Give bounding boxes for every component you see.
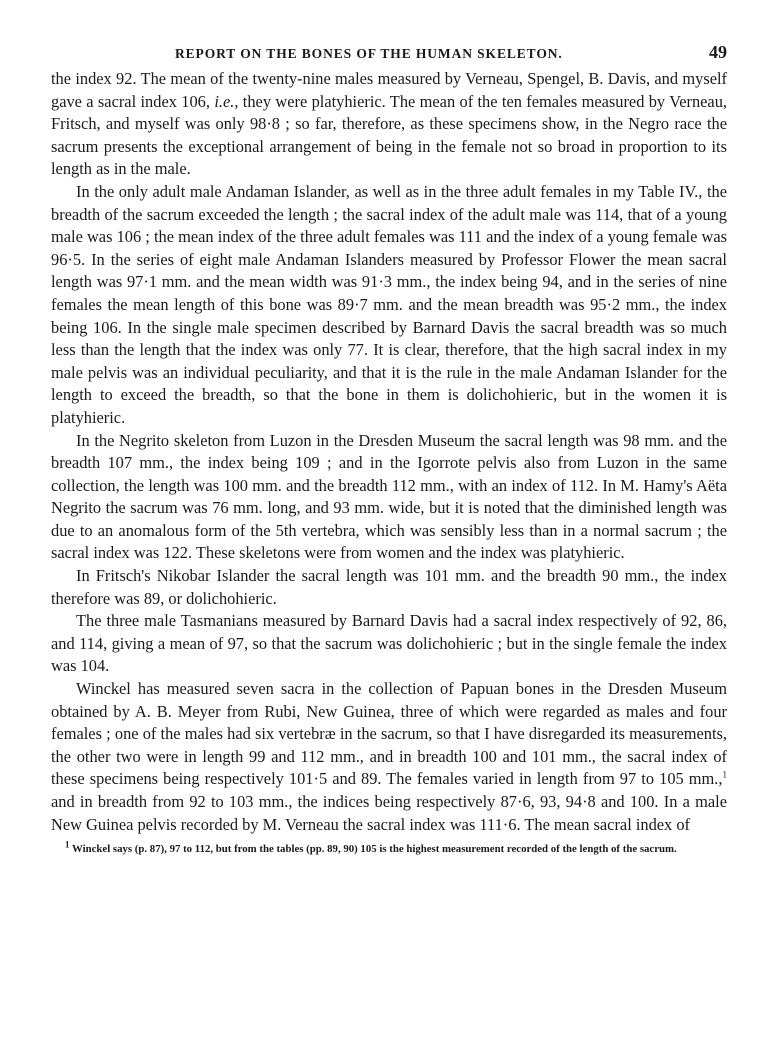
- page-header: [51, 38, 727, 68]
- paragraph-1: [51, 68, 727, 181]
- footnote-mark: 1: [65, 839, 70, 850]
- body-text: [51, 68, 727, 836]
- paragraph-6-text-a: Winckel has measured seven sacra in the collection of Papuan bones in the Dresden Museum obtained by A. B. Meyer from Rubi, New Guinea, three of which were regarded as males and four females ; one of the males had six vertebræ in the sacrum, so that I have disregarded its measurements, the other two were in length 99 and 112 mm., and in breadth 100 and 101 mm., the sacral index of these specimens being respectively 101·5 and 89. The females varied in length from 97 to 105 mm.,: [51, 679, 727, 789]
- footnote-reference: 1: [722, 769, 727, 780]
- paragraph-5: The three male Tasmanians measured by Barnard Davis had a sacral index respectively of 92, 86, and 114, giving a mean of 97, so that the sacrum was dolichohieric ; but in the single female the index was 104.: [51, 611, 727, 676]
- page-number: 49: [709, 42, 727, 62]
- paragraph-6: [51, 678, 727, 836]
- paragraph-4: In Fritsch's Nikobar Islander the sacral length was 101 mm. and the breadth 90 mm., the index therefore was 89, or dolichohieric.: [51, 566, 727, 608]
- paragraph-1-text-a: the index 92. The mean of the twenty-nine males measured by Verneau, Spengel, B. Davis, and myself gave a sacral index 106,: [51, 69, 727, 111]
- footnote: [51, 839, 727, 857]
- paragraph-1-ie: i.e.: [214, 91, 235, 111]
- page: [51, 38, 727, 857]
- paragraph-6-text-b: and in breadth from 92 to 103 mm., the indices being respectively 87·6, 93, 94·8 and 100. In a male New Guinea pelvis recorded by M. Verneau the sacral index was 111·6. The mean sacral index of: [51, 792, 727, 834]
- running-title: REPORT ON THE BONES OF THE HUMAN SKELETON.: [175, 46, 563, 61]
- footnote-text: Winckel says (p. 87), 97 to 112, but from the tables (pp. 89, 90) 105 is the highest measurement recorded of the length of the sacrum.: [69, 843, 677, 856]
- paragraph-1-text-b: , they were platyhieric. The mean of the ten females measured by Verneau, Fritsch, and myself was only 98·8 ; so far, therefore, as these specimens show, in the Negro race the sacrum presents the exceptional arrangement of being in the female not so broad in proportion to its length as in the male.: [51, 91, 727, 179]
- paragraph-2: In the only adult male Andaman Islander, as well as in the three adult females in my Table IV., the breadth of the sacrum exceeded the length ; the sacral index of the adult male was 114, that of a young male was 106 ; the mean index of the three adult females was 111 and the index of a young female was 96·5. In the series of eight male Andaman Islanders measured by Professor Flower the mean sacral length was 97·1 mm. and the mean width was 91·3 mm., the index being 94, and in the series of nine females the mean length of this bone was 89·7 mm. and the mean breadth was 95·2 mm., the index being 106. In the single male specimen described by Barnard Davis the sacral breadth was so much less than the length that the index was only 77. It is clear, therefore, that the high sacral index in my male pelvis was an individual peculiarity, and that it is the rule in the male Andaman Islander for the length to exceed the breadth, so that the bone in them is dolichohieric, but in the women it is platyhieric.: [51, 181, 727, 427]
- paragraph-3: In the Negrito skeleton from Luzon in the Dresden Museum the sacral length was 98 mm. and the breadth 107 mm., the index being 109 ; and in the Igorrote pelvis also from Luzon in the same collection, the length was 100 mm. and the breadth 112 mm., with an index of 112. In M. Hamy's Aëta Negrito the sacrum was 76 mm. long, and 93 mm. wide, but it is noted that the diminished length was due to an anomalous form of the 5th vertebra, which was sensibly less than in a normal sacrum ; the sacral index was 122. These skeletons were from women and the index was platyhieric.: [51, 430, 727, 563]
